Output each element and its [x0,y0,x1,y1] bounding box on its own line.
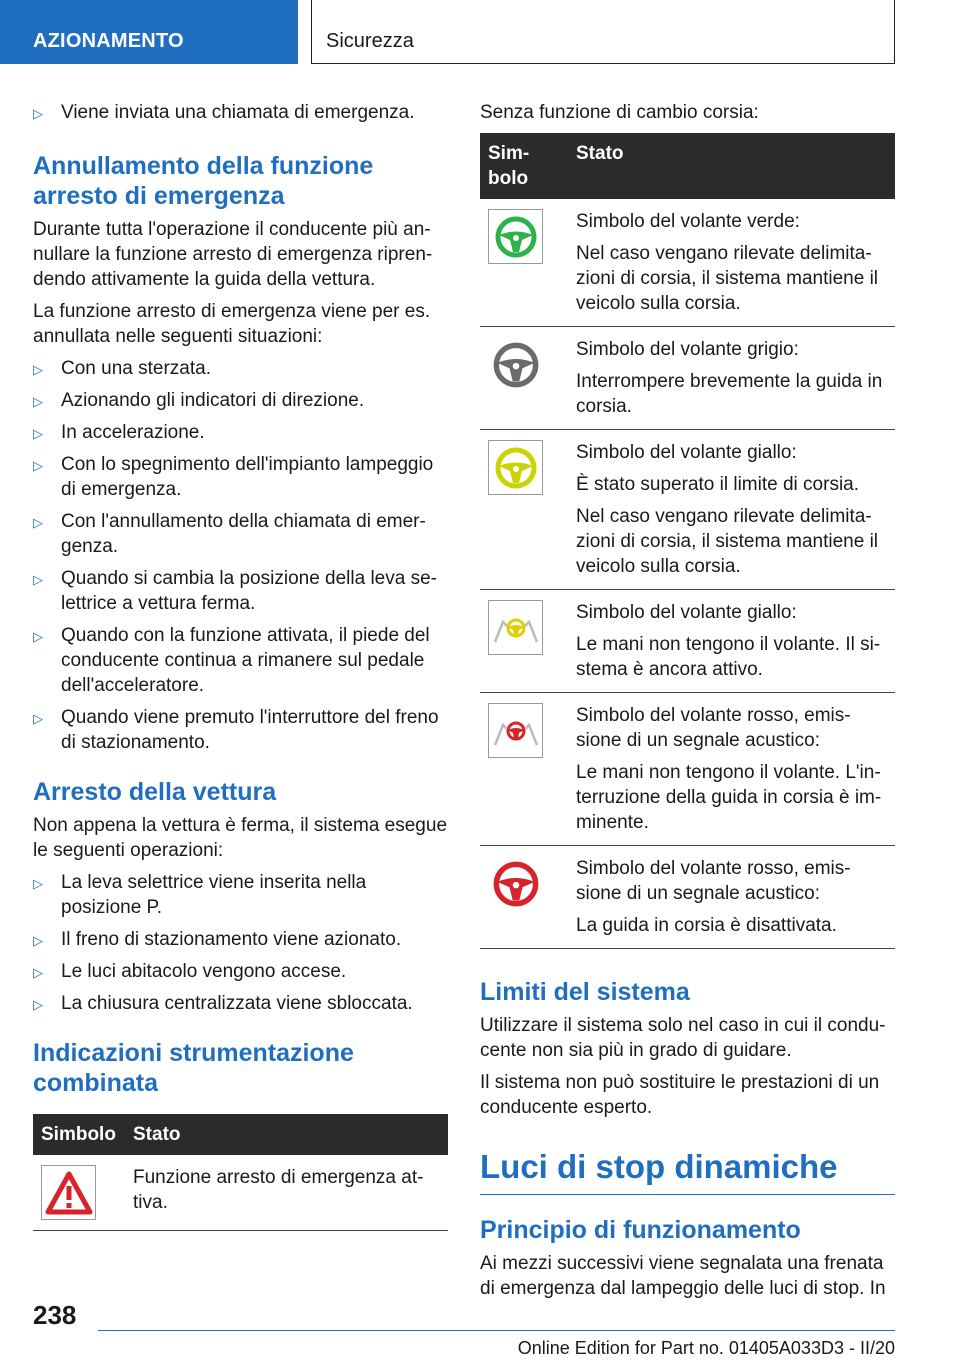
state-cell: Simbolo del volante verde: Nel caso vengano rilevate delimitazioni di corsia, il sistema mantiene il veicolo sulla corsia. [568,199,895,327]
table-header-row [33,1114,448,1155]
table-row [33,1155,448,1231]
table-header-row [480,133,895,199]
state-cell: Simbolo del volante giallo: Le mani non tengono il volante. Il sistema è ancora attivo. [568,590,895,693]
table-row [480,430,895,590]
bullet-triangle-icon: ▷ [33,362,43,377]
footer-divider [98,1330,895,1331]
indicator-heading: Indicazioni strumentazione combinata [33,1039,354,1097]
header-symbol: Simbolo [480,133,568,199]
list-item: ▷ Quando con la funzione attivata, il piede del conducente continua a rimanere sul pedale dell'acceleratore. [33,625,430,696]
bullet-triangle-icon: ▷ [33,572,43,587]
bullet-triangle-icon: ▷ [33,876,43,891]
list-item: ▷ La leva selettrice viene inserita nella posizione P. [33,872,367,918]
list-item: ▷ Con lo spegnimento dell'impianto lampeggio di emergenza. [33,454,434,500]
list-item: ▷ Viene inviata una chiamata di emergenza. [33,100,448,125]
symbol-cell [480,430,568,590]
page-number: 238 [33,1300,77,1330]
steering-wheel-grey-icon [488,337,543,392]
edition-text: Online Edition for Part no. 01405A033D3 - II/20 [517,1338,895,1358]
bullet-triangle-icon: ▷ [33,515,43,530]
header-state: Stato [125,1114,448,1155]
stop-paragraph: Non appena la vettura è ferma, il sistema esegue le seguenti operazioni: [33,815,448,861]
bullet-triangle-icon: ▷ [33,629,43,644]
limits-heading: Limiti del sistema [480,978,690,1006]
steering-wheel-green-icon [488,209,543,264]
table-row [480,590,895,693]
list-item: ▷ Con una sterzata. [33,356,448,381]
intro-list [33,100,448,125]
bullet-triangle-icon: ▷ [33,106,43,121]
table-row [480,327,895,430]
list-item: ▷ Le luci abitacolo vengono accese. [33,959,448,984]
state-cell: Simbolo del volante grigio: Interrompere brevemente la guida in corsia. [568,327,895,430]
symbol-cell [480,327,568,430]
symbol-cell [480,199,568,327]
hands-off-yellow-icon [488,600,543,655]
left-column [33,100,448,1231]
principle-paragraph: Ai mezzi successivi viene segnalata una frenata di emergenza dal lampeggio delle luci di stop. In [480,1253,886,1299]
symbol-cell [480,590,568,693]
list-item: ▷ Con l'annullamento della chiamata di emergenza. [33,511,426,557]
bullet-triangle-icon: ▷ [33,426,43,441]
section-tab [0,0,298,64]
emergency-warning-triangle-icon [41,1165,96,1220]
limits-paragraph-1: Utilizzare il sistema solo nel caso in cui il conducente non sia più in grado di guidare. [480,1015,886,1061]
section-title: AZIONAMENTO [33,30,184,52]
chapter-tab [311,0,895,64]
symbol-cell [480,693,568,846]
bullet-triangle-icon: ▷ [33,394,43,409]
list-item: ▷ Azionando gli indicatori di direzione. [33,388,448,413]
cancel-heading: Annullamento della funzione arresto di emergenza [33,152,374,210]
cancel-paragraph-2: La funzione arresto di emergenza viene per es. annullata nelle seguenti situazioni: [33,301,431,347]
steering-wheel-yellow-icon [488,440,543,495]
header-state: Stato [568,133,895,199]
lane-table [480,133,895,949]
cancel-paragraph-1: Durante tutta l'operazione il conducente più annullare la funzione arresto di emergenza riprendendo attivamente la guida della vettura. [33,219,433,290]
state-cell: Funzione arresto di emergenza attiva. [125,1155,448,1231]
symbol-cell [33,1155,125,1231]
list-item: ▷ In accelerazione. [33,420,448,445]
state-cell: Simbolo del volante rosso, emissione di un segnale acustico: La guida in corsia è disattivata. [568,846,895,949]
indicator-table [33,1114,448,1231]
chapter-title: Sicurezza [326,30,414,52]
principle-heading: Principio di funzionamento [480,1216,801,1244]
list-item: ▷ Quando si cambia la posizione della leva selettrice a vettura ferma. [33,568,437,614]
hands-off-red-icon [488,703,543,758]
header-symbol: Simbolo [33,1114,125,1155]
limits-paragraph-2: Il sistema non può sostituire le prestazioni di un conducente esperto. [480,1072,880,1118]
bullet-triangle-icon: ▷ [33,965,43,980]
stop-list [33,870,448,1016]
list-item: ▷ Quando viene premuto l'interruttore del freno di stazionamento. [33,707,439,753]
bullet-triangle-icon: ▷ [33,997,43,1012]
table-row [480,693,895,846]
list-item: ▷ Il freno di stazionamento viene azionato. [33,927,448,952]
table-row [480,846,895,949]
bullet-triangle-icon: ▷ [33,933,43,948]
stop-heading: Arresto della vettura [33,778,277,806]
bullet-triangle-icon: ▷ [33,458,43,473]
brake-lights-heading: Luci di stop dinamiche [480,1148,895,1195]
bullet-triangle-icon: ▷ [33,711,43,726]
table-row [480,199,895,327]
state-cell: Simbolo del volante giallo: È stato superato il limite di corsia. Nel caso vengano rilevate delimitazioni di corsia, il sistema mantiene il veicolo sulla corsia. [568,430,895,590]
lane-intro: Senza funzione di cambio corsia: [480,102,759,123]
right-column [480,100,895,1308]
symbol-cell [480,846,568,949]
steering-wheel-red-icon [488,856,543,911]
list-item: ▷ La chiusura centralizzata viene sbloccata. [33,991,448,1016]
state-cell: Simbolo del volante rosso, emissione di un segnale acustico: Le mani non tengono il volante. L'interruzione della guida in corsia è imminente. [568,693,895,846]
cancel-list [33,356,448,755]
